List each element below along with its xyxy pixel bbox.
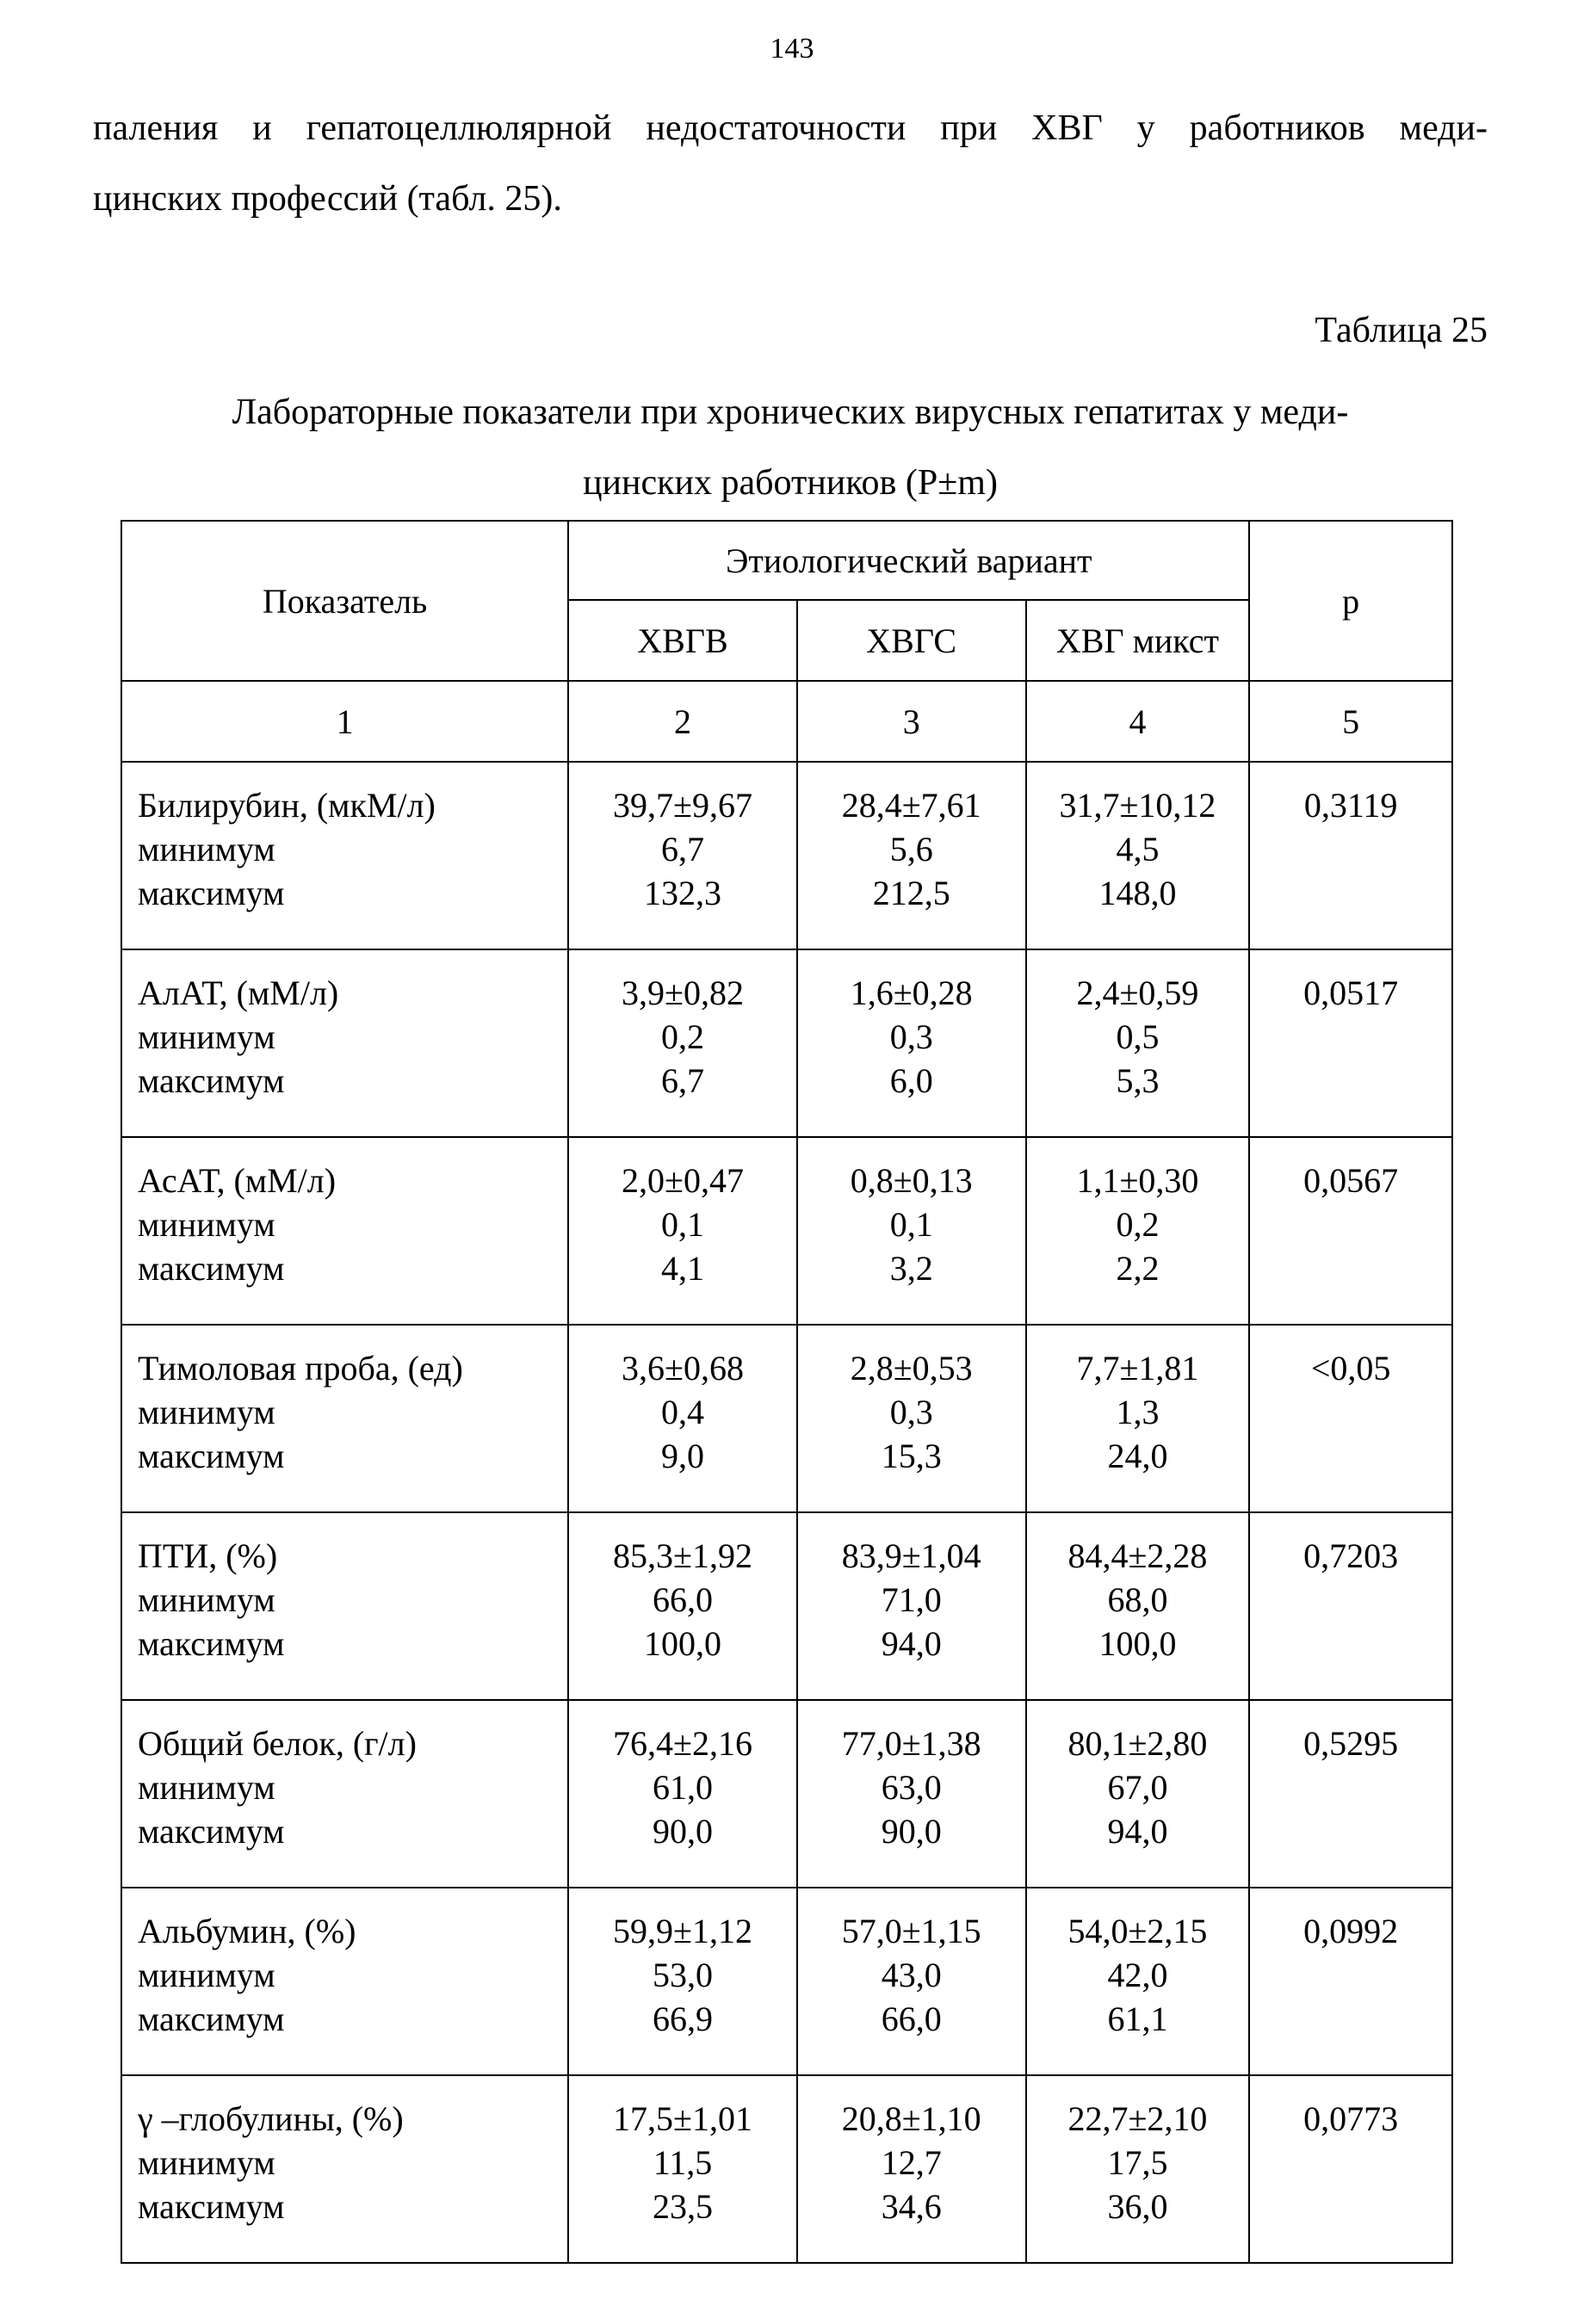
header-indicator: Показатель xyxy=(121,521,568,681)
table-body xyxy=(121,762,1452,2263)
metric-label-cell xyxy=(121,949,568,1137)
mean-value: 77,0±1,38 xyxy=(841,1724,981,1763)
metric-name: Тимоловая проба, (ед) xyxy=(138,1349,463,1388)
min-value: 0,3 xyxy=(889,1017,933,1056)
min-label: минимум xyxy=(138,1393,275,1431)
p-value: 0,7203 xyxy=(1249,1512,1452,1700)
value-cell-hvgb xyxy=(568,1325,797,1512)
metric-label-cell xyxy=(121,762,568,949)
mean-value: 54,0±2,15 xyxy=(1067,1912,1208,1950)
metric-label-cell xyxy=(121,2075,568,2263)
column-number: 1 xyxy=(121,681,568,762)
mean-value: 76,4±2,16 xyxy=(613,1724,752,1763)
min-value: 17,5 xyxy=(1107,2143,1168,2182)
min-value: 0,2 xyxy=(1116,1205,1160,1244)
min-value: 0,1 xyxy=(889,1205,933,1244)
value-cell-hvgc xyxy=(797,1700,1026,1888)
mean-value: 0,8±0,13 xyxy=(850,1161,973,1200)
metric-name: γ –глобулины, (%) xyxy=(138,2099,404,2138)
metric-label-cell xyxy=(121,1137,568,1325)
max-label: максимум xyxy=(138,2000,285,2038)
metric-label-cell xyxy=(121,1325,568,1512)
max-label: максимум xyxy=(138,1812,285,1851)
min-value: 11,5 xyxy=(653,2143,713,2182)
value-cell-mixed xyxy=(1026,1325,1250,1512)
header-etiology-group: Этиологический вариант xyxy=(568,521,1249,600)
table-row xyxy=(121,1325,1452,1512)
mean-value: 2,0±0,47 xyxy=(622,1161,744,1200)
intro-paragraph xyxy=(93,93,1488,234)
mean-value: 17,5±1,01 xyxy=(613,2099,752,2138)
table-row xyxy=(121,1137,1452,1325)
value-cell-hvgc xyxy=(797,2075,1026,2263)
metric-name: АсАТ, (мМ/л) xyxy=(138,1161,337,1200)
column-number: 3 xyxy=(797,681,1026,762)
max-value: 3,2 xyxy=(889,1249,933,1288)
column-number: 5 xyxy=(1249,681,1452,762)
p-value: 0,0517 xyxy=(1249,949,1452,1137)
value-cell-hvgc xyxy=(797,949,1026,1137)
mean-value: 84,4±2,28 xyxy=(1067,1536,1208,1575)
metric-name: Билирубин, (мкМ/л) xyxy=(138,786,436,825)
min-value: 6,7 xyxy=(660,830,704,868)
min-value: 61,0 xyxy=(652,1768,713,1807)
mean-value: 3,9±0,82 xyxy=(622,973,744,1012)
value-cell-mixed xyxy=(1026,2075,1250,2263)
value-cell-hvgb xyxy=(568,949,797,1137)
max-value: 24,0 xyxy=(1107,1437,1168,1475)
value-cell-hvgc xyxy=(797,1888,1026,2075)
p-value: <0,05 xyxy=(1249,1325,1452,1512)
max-value: 100,0 xyxy=(1098,1624,1177,1663)
max-value: 61,1 xyxy=(1107,2000,1168,2038)
metric-name: Альбумин, (%) xyxy=(138,1912,356,1950)
min-value: 66,0 xyxy=(652,1580,713,1619)
min-value: 53,0 xyxy=(652,1956,713,1994)
min-label: минимум xyxy=(138,2143,275,2182)
mean-value: 28,4±7,61 xyxy=(841,786,981,825)
p-value: 0,3119 xyxy=(1249,762,1452,949)
min-value: 67,0 xyxy=(1107,1768,1168,1807)
mean-value: 1,6±0,28 xyxy=(850,973,973,1012)
table-title-line-2: цинских работников (P±m) xyxy=(583,463,998,503)
min-value: 4,5 xyxy=(1116,830,1160,868)
min-value: 71,0 xyxy=(881,1580,942,1619)
metric-name: Общий белок, (г/л) xyxy=(138,1724,417,1763)
max-value: 132,3 xyxy=(643,874,721,912)
table-row xyxy=(121,949,1452,1137)
p-value: 0,0567 xyxy=(1249,1137,1452,1325)
value-cell-mixed xyxy=(1026,1700,1250,1888)
value-cell-mixed xyxy=(1026,949,1250,1137)
min-value: 43,0 xyxy=(881,1956,942,1994)
metric-name: АлАТ, (мМ/л) xyxy=(138,973,339,1012)
min-label: минимум xyxy=(138,1017,275,1056)
mean-value: 83,9±1,04 xyxy=(841,1536,981,1575)
header-col-hvgb: ХВГВ xyxy=(568,600,797,681)
min-label: минимум xyxy=(138,1580,275,1619)
table-title-line-1: Лабораторные показатели при хронических вирусных гепатитах у меди- xyxy=(232,392,1349,432)
max-value: 66,0 xyxy=(881,2000,942,2038)
mean-value: 57,0±1,15 xyxy=(841,1912,981,1950)
max-value: 5,3 xyxy=(1116,1061,1160,1100)
max-value: 94,0 xyxy=(881,1624,942,1663)
value-cell-hvgb xyxy=(568,2075,797,2263)
max-value: 148,0 xyxy=(1098,874,1177,912)
header-col-hvgc: ХВГС xyxy=(797,600,1026,681)
max-value: 90,0 xyxy=(652,1812,713,1851)
max-value: 36,0 xyxy=(1107,2187,1168,2226)
min-value: 68,0 xyxy=(1107,1580,1168,1619)
max-value: 100,0 xyxy=(643,1624,721,1663)
max-label: максимум xyxy=(138,1249,285,1288)
table-row xyxy=(121,762,1452,949)
column-number: 2 xyxy=(568,681,797,762)
header-col-mixed: ХВГ микст xyxy=(1026,600,1250,681)
value-cell-mixed xyxy=(1026,762,1250,949)
min-value: 12,7 xyxy=(881,2143,942,2182)
page-number: 143 xyxy=(770,33,814,65)
mean-value: 39,7±9,67 xyxy=(613,786,752,825)
value-cell-hvgc xyxy=(797,1325,1026,1512)
value-cell-hvgb xyxy=(568,1700,797,1888)
metric-label-cell xyxy=(121,1888,568,2075)
min-value: 42,0 xyxy=(1107,1956,1168,1994)
intro-line-1: паления и гепатоцеллюлярной недостаточности при ХВГ у работников меди- xyxy=(93,108,1488,148)
column-number: 4 xyxy=(1026,681,1250,762)
mean-value: 2,8±0,53 xyxy=(850,1349,973,1388)
table-row xyxy=(121,1512,1452,1700)
table-row xyxy=(121,2075,1452,2263)
max-label: максимум xyxy=(138,1061,285,1100)
max-value: 66,9 xyxy=(652,2000,713,2038)
max-value: 212,5 xyxy=(872,874,950,912)
table-title xyxy=(93,377,1488,518)
p-value: 0,0773 xyxy=(1249,2075,1452,2263)
value-cell-hvgc xyxy=(797,1512,1026,1700)
max-value: 34,6 xyxy=(881,2187,942,2226)
value-cell-hvgb xyxy=(568,1888,797,2075)
p-value: 0,0992 xyxy=(1249,1888,1452,2075)
min-value: 63,0 xyxy=(881,1768,942,1807)
max-value: 23,5 xyxy=(652,2187,713,2226)
value-cell-mixed xyxy=(1026,1137,1250,1325)
max-value: 94,0 xyxy=(1107,1812,1168,1851)
max-value: 6,7 xyxy=(660,1061,704,1100)
mean-value: 80,1±2,80 xyxy=(1067,1724,1208,1763)
mean-value: 85,3±1,92 xyxy=(613,1536,752,1575)
mean-value: 31,7±10,12 xyxy=(1059,786,1216,825)
value-cell-hvgc xyxy=(797,762,1026,949)
min-value: 0,3 xyxy=(889,1393,933,1431)
max-label: максимум xyxy=(138,874,285,912)
max-label: максимум xyxy=(138,2187,285,2226)
min-value: 1,3 xyxy=(1116,1393,1160,1431)
max-value: 15,3 xyxy=(881,1437,942,1475)
min-label: минимум xyxy=(138,1768,275,1807)
max-value: 2,2 xyxy=(1116,1249,1160,1288)
min-label: минимум xyxy=(138,1205,275,1244)
min-value: 5,6 xyxy=(889,830,933,868)
max-value: 90,0 xyxy=(881,1812,942,1851)
header-p: р xyxy=(1249,521,1452,681)
column-numbers-row xyxy=(121,681,1452,762)
min-value: 0,1 xyxy=(660,1205,704,1244)
metric-name: ПТИ, (%) xyxy=(138,1536,278,1575)
value-cell-mixed xyxy=(1026,1888,1250,2075)
min-value: 0,5 xyxy=(1116,1017,1160,1056)
max-value: 6,0 xyxy=(889,1061,933,1100)
min-label: минимум xyxy=(138,1956,275,1994)
table-row xyxy=(121,1700,1452,1888)
metric-label-cell xyxy=(121,1512,568,1700)
table-label: Таблица 25 xyxy=(1315,311,1488,350)
metric-label-cell xyxy=(121,1700,568,1888)
table-row xyxy=(121,1888,1452,2075)
mean-value: 7,7±1,81 xyxy=(1076,1349,1199,1388)
min-label: минимум xyxy=(138,830,275,868)
max-value: 4,1 xyxy=(660,1249,704,1288)
p-value: 0,5295 xyxy=(1249,1700,1452,1888)
lab-indicators-table xyxy=(121,520,1453,2264)
mean-value: 3,6±0,68 xyxy=(622,1349,744,1388)
value-cell-mixed xyxy=(1026,1512,1250,1700)
value-cell-hvgb xyxy=(568,1137,797,1325)
mean-value: 59,9±1,12 xyxy=(613,1912,752,1950)
mean-value: 20,8±1,10 xyxy=(841,2099,981,2138)
mean-value: 22,7±2,10 xyxy=(1067,2099,1208,2138)
header-row-1 xyxy=(121,521,1452,600)
value-cell-hvgc xyxy=(797,1137,1026,1325)
max-value: 9,0 xyxy=(660,1437,704,1475)
mean-value: 1,1±0,30 xyxy=(1076,1161,1199,1200)
value-cell-hvgb xyxy=(568,762,797,949)
intro-line-2: цинских профессий (табл. 25). xyxy=(93,179,562,219)
min-value: 0,4 xyxy=(660,1393,704,1431)
max-label: максимум xyxy=(138,1624,285,1663)
value-cell-hvgb xyxy=(568,1512,797,1700)
mean-value: 2,4±0,59 xyxy=(1076,973,1199,1012)
max-label: максимум xyxy=(138,1437,285,1475)
min-value: 0,2 xyxy=(660,1017,704,1056)
